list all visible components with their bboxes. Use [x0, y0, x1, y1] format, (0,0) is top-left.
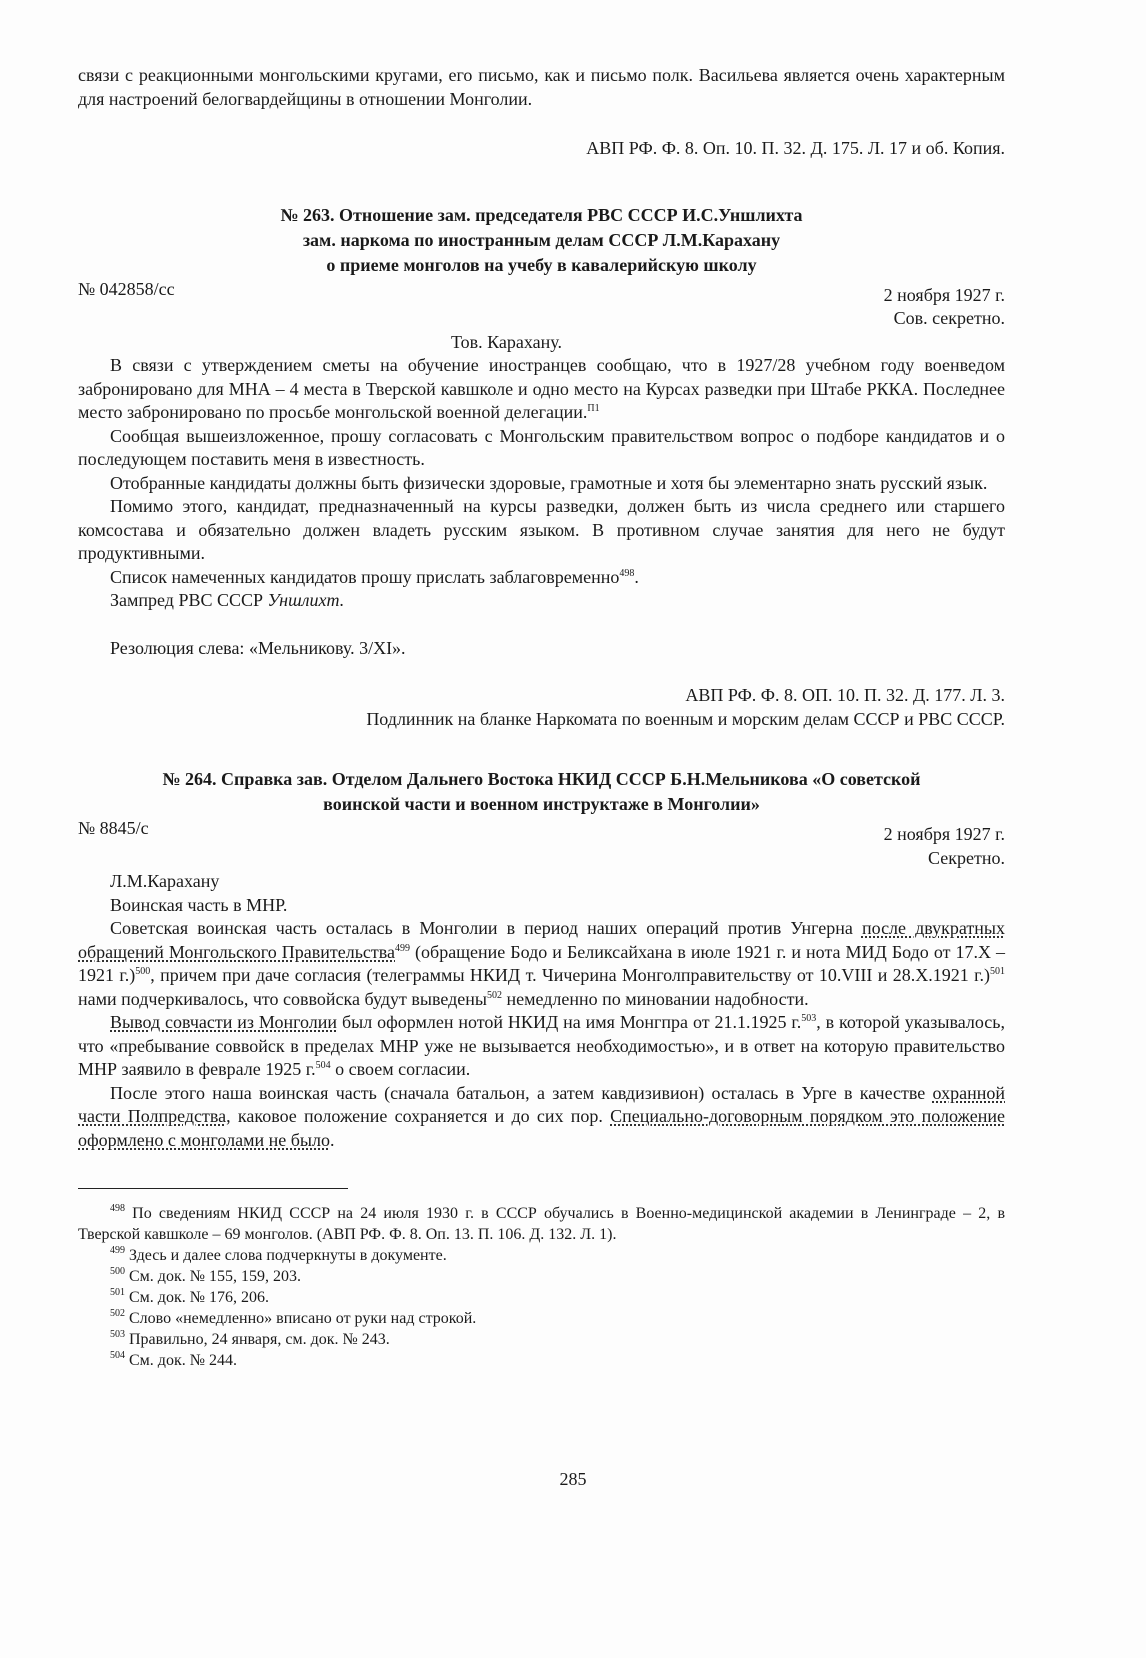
footnote [78, 1287, 1005, 1308]
footnote-ref: 500 [135, 966, 151, 977]
doc-number: № 8845/с [78, 818, 149, 838]
text-run: См. док. № 176, 206. [125, 1289, 269, 1306]
footnote-divider [78, 1188, 348, 1189]
paragraph [78, 472, 1005, 496]
addressee: Л.М.Карахану [110, 871, 220, 891]
footnote [78, 1203, 1005, 1245]
text-run: (обращение Бодо и Беликсайхана в июле 1921 г. и нота МИД Бодо от 17.X – 1921 г.) [78, 941, 1005, 985]
text-run: После этого наша воинская часть (сначала батальон, а затем кавдизивион) осталась в Урге в качестве [110, 1082, 933, 1103]
text-run: Правильно, 24 января, см. док. № 243. [125, 1331, 390, 1348]
paragraph [78, 495, 1005, 566]
addressee: Тов. Карахану. [451, 331, 562, 352]
text-run: нами подчеркивалось, что соввойска будут выведены [78, 988, 487, 1009]
text-run: Список намеченных кандидатов прошу прислать заблаговременно [110, 566, 620, 587]
text-run: связи с реакционными монгольскими кругами, его письмо, как и письмо полк. Васильева является очень характерным для настроений белогвардейщины в отношении Монголии. [78, 65, 1005, 109]
text-run: См. док. № 244. [125, 1352, 237, 1369]
paragraph [78, 425, 1005, 472]
text-run: , в которой указывалось, что «пребывание соввойск в пределах МНР уже не вызывается необходимостью», и в ответ на которую правительство МНР заявило в феврале 1925 г. [78, 1012, 1005, 1079]
text-run: Здесь и далее слова подчеркнуты в документе. [125, 1247, 447, 1264]
doc-263-meta [78, 278, 1005, 308]
footnote [78, 1266, 1005, 1287]
text-run: В связи с утверждением сметы на обучение иностранцев сообщаю, что в 1927/28 учебном году военведом забронировано для МНА – 4 места в Тверской кавшколе и одно место на Курсах разведки при Штабе РККА. Последнее место забронировано по просьбе монгольской военной делегации. [78, 355, 1005, 422]
text-run: Слово «немедленно» вписано от руки над строкой. [125, 1310, 477, 1327]
footnote [78, 1350, 1005, 1371]
doc-date: 2 ноября 1927 г. [883, 284, 1005, 305]
footnote [78, 1245, 1005, 1266]
footnote-ref: 504 [315, 1060, 331, 1071]
text-run: , причем при даче согласия (телеграммы НКИД т. Чичерина Монголправительству от 10.VIII и 28.X.1921 г.) [150, 965, 990, 985]
underlined-text: Вывод совчасти из Монголии [110, 1012, 338, 1032]
footnote-ref: 502 [486, 989, 502, 1001]
signature [78, 589, 1005, 613]
text-run: , каковое положение сохраняется и до сих пор. [226, 1106, 611, 1126]
paragraph [78, 917, 1005, 1011]
footnote-ref: 502 [110, 1308, 125, 1319]
footnote-ref: 501 [990, 966, 1005, 977]
text-run: . [634, 566, 639, 587]
doc-263-title [78, 203, 1005, 278]
text-run: Сообщая вышеизложенное, прошу согласовать с Монгольским правительством вопрос о подборе кандидатов и о последующем поставить меня в известность. [78, 425, 1005, 469]
original-note: Подлинник на бланке Наркомата по военным и морским делам СССР и РВС СССР. [366, 708, 1005, 729]
footnotes [78, 1203, 1005, 1371]
resolution: Резолюция слева: «Мельникову. 3/XI». [110, 637, 406, 658]
classification: Сов. секретно. [893, 308, 1005, 328]
document-263 [78, 203, 1005, 732]
title-line: о приеме монголов на учебу в кавалерийскую школу [326, 254, 757, 275]
document-264 [78, 767, 1005, 1152]
doc-264-meta [78, 817, 1005, 847]
text-run: Отобранные кандидаты должны быть физически здоровые, грамотные и хотя бы элементарно знать русский язык. [110, 472, 988, 493]
section-subtitle: Воинская часть в МНР. [110, 894, 288, 915]
footnote-ref: 499 [395, 942, 411, 954]
footnote-ref: П1 [587, 403, 600, 414]
archive-citation: АВП РФ. Ф. 8. Оп. 10. П. 32. Д. 175. Л. 17 и об. Копия. [586, 138, 1005, 158]
text-run: Советская воинская часть осталась в Монголии в период наших операций против Унгерна [110, 918, 862, 938]
footnote-ref: 500 [110, 1266, 125, 1277]
footnote-ref: 503 [801, 1013, 817, 1024]
signature-name: Уншлихт. [267, 590, 345, 610]
title-line: № 264. Справка зав. Отделом Дальнего Востока НКИД СССР Б.Н.Мельникова «О советской [162, 769, 921, 789]
text-run: о своем согласии. [330, 1059, 471, 1079]
doc-264-title [78, 767, 1005, 817]
text-run: был оформлен нотой НКИД на имя Монгпра от 21.1.1925 г. [337, 1012, 802, 1032]
text-run: немедленно по миновании надобности. [501, 988, 809, 1009]
text-run: Помимо этого, кандидат, предназначенный на курсы разведки, должен быть из числа среднего или старшего комсостава и обязательно должен владеть русским языком. В противном случае занятия для него не будут продуктивными. [78, 496, 1005, 563]
footnote-ref: 503 [110, 1329, 125, 1340]
footnote-ref: 504 [110, 1350, 125, 1361]
footnote-ref: 498 [619, 567, 635, 579]
document-page [78, 64, 1005, 1371]
text-run: См. док. № 155, 159, 203. [125, 1268, 301, 1285]
title-line: воинской части и военном инструктаже в Монголии» [323, 794, 760, 814]
paragraph [78, 1011, 1005, 1082]
footnote-ref: 498 [110, 1203, 125, 1214]
footnote [78, 1329, 1005, 1350]
text-run: . [329, 1129, 335, 1150]
underlined-text: после двукратных обращений Монгольского Правительства [78, 918, 1006, 962]
doc-264-body [78, 917, 1005, 1152]
doc-number: № 042858/сс [78, 278, 175, 299]
underlined-text: охранной части Полпредства [78, 1082, 1005, 1126]
paragraph [78, 566, 1005, 590]
classification: Секретно. [928, 847, 1005, 868]
paragraph [78, 1082, 1005, 1153]
text-run: По сведениям НКИД СССР на 24 июля 1930 г. в СССР обучались в Военно-медицинской академии в Ленинграде – 2, в Тверской кавшколе – 69 монголов. (АВП РФ. Ф. 8. Оп. 13. П. 106. Д. 132. Л. 1). [78, 1205, 1005, 1243]
signature-label: Зампред РВС СССР [110, 590, 268, 610]
title-line: зам. наркома по иностранным делам СССР Л.М.Карахану [302, 229, 781, 250]
title-line: № 263. Отношение зам. председателя РВС СССР И.С.Уншлихта [280, 204, 803, 225]
archive-citation: АВП РФ. Ф. 8. ОП. 10. П. 32. Д. 177. Л. 3. [685, 685, 1005, 705]
underlined-text: Специально-договорным порядком это положение оформлено с монголами не было [78, 1106, 1005, 1150]
footnote-ref: 501 [110, 1287, 125, 1298]
doc-date: 2 ноября 1927 г. [883, 824, 1005, 844]
intro-paragraph [78, 64, 1005, 111]
footnote-ref: 499 [110, 1245, 125, 1256]
paragraph [78, 354, 1005, 425]
doc-263-body [78, 354, 1005, 589]
footnote [78, 1308, 1005, 1329]
page-number: 285 [559, 1469, 587, 1489]
